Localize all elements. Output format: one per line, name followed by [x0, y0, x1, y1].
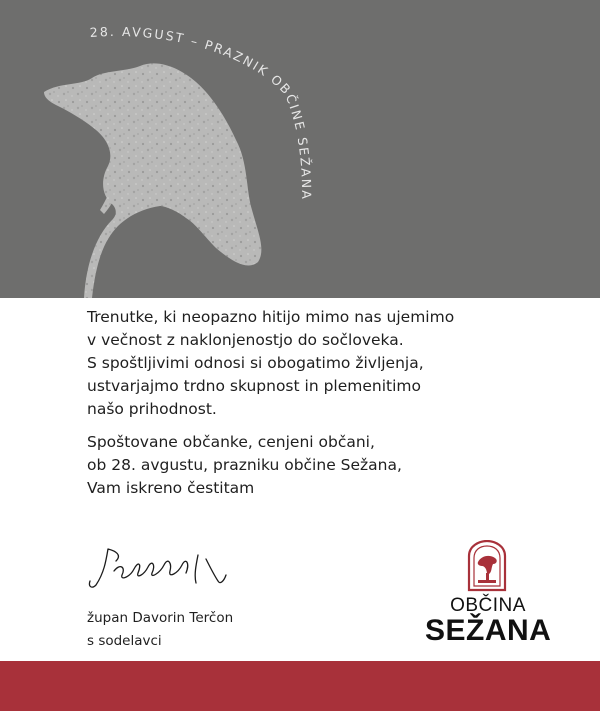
message-line: Vam iskreno čestitam	[87, 479, 255, 497]
signer-team: s sodelavci	[87, 633, 162, 649]
municipality-logo	[425, 540, 551, 652]
banner-illustration	[0, 0, 600, 298]
message-line: ob 28. avgustu, prazniku občine Sežana,	[87, 456, 402, 474]
logo-word-obcina: OBČINA	[450, 595, 526, 616]
banner-arc-text: 28. AVGUST – PRAZNIK OBČINE SEŽANA	[89, 23, 315, 201]
message-line: ustvarjajmo trdno skupnost in plemenitimo	[87, 377, 421, 395]
stone-tree-silhouette	[44, 63, 261, 298]
signer-block	[87, 607, 233, 653]
header-banner	[0, 0, 600, 298]
message-line: našo prihodnost.	[87, 400, 217, 418]
message-paragraph-2	[87, 431, 507, 500]
handwritten-signature	[86, 545, 236, 593]
coat-of-arms-icon	[465, 540, 509, 592]
message-line: Spoštovane občanke, cenjeni občani,	[87, 433, 375, 451]
message-paragraph-1	[87, 306, 507, 421]
message-line: S spoštljivimi odnosi si obogatimo življenja,	[87, 354, 424, 372]
greeting-message	[87, 306, 507, 510]
message-line: v večnost z naklonjenostjo do sočloveka.	[87, 331, 404, 349]
signer-name: župan Davorin Terčon	[87, 610, 234, 626]
message-line: Trenutke, ki neopazno hitijo mimo nas ujemimo	[87, 308, 455, 326]
footer-bar	[0, 661, 600, 711]
logo-word-sezana: SEŽANA	[425, 614, 552, 647]
